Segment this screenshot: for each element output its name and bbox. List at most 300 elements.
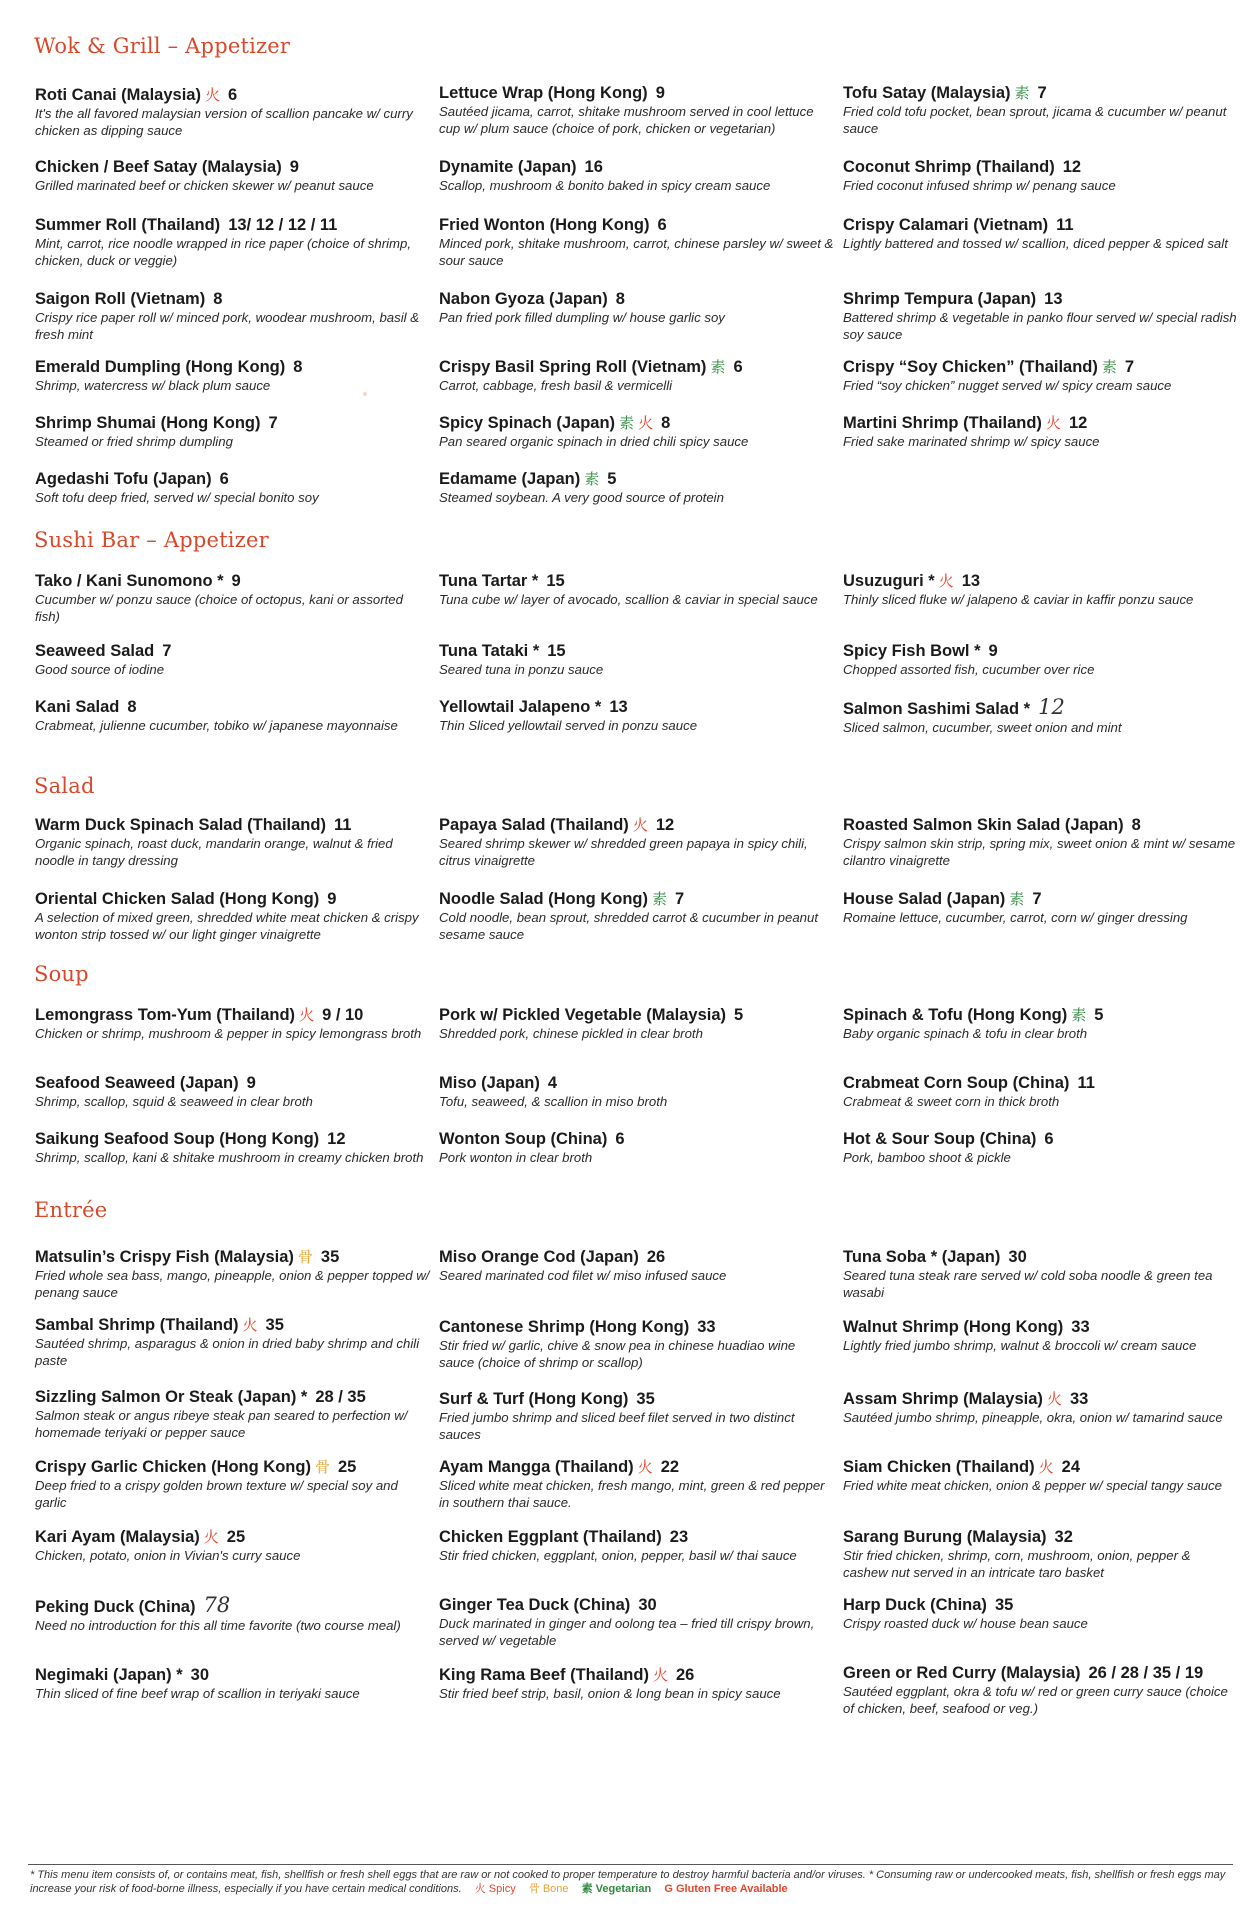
menu-item-description: Pan seared organic spinach in dried chili spicy sauce	[439, 434, 749, 449]
menu-item-price: 6	[1044, 1130, 1054, 1148]
menu-item-price: 8	[213, 290, 223, 308]
menu-item-price: 6	[657, 216, 667, 234]
spicy-icon: 火	[1038, 1459, 1054, 1476]
menu-item-description: Shrimp, scallop, squid & seaweed in clear broth	[35, 1094, 313, 1109]
menu-item-description: Pan fried pork filled dumpling w/ house garlic soy	[439, 310, 725, 325]
menu-item-name: Cantonese Shrimp (Hong Kong)	[439, 1318, 690, 1336]
menu-item-name: Shrimp Shumai (Hong Kong)	[35, 414, 261, 432]
menu-item-price: 25	[226, 1528, 246, 1546]
menu-item	[843, 695, 1238, 737]
menu-item-header	[843, 816, 1238, 835]
menu-item-price: 8	[293, 358, 303, 376]
menu-item	[843, 642, 1238, 679]
menu-item-name: Crispy Garlic Chicken (Hong Kong)	[35, 1458, 311, 1476]
menu-item-description: Shrimp, scallop, kani & shitake mushroom in creamy chicken broth	[35, 1150, 424, 1165]
menu-item-name: Yellowtail Jalapeno *	[439, 698, 602, 716]
menu-item-price: 9	[988, 642, 998, 660]
menu-item-name: Ginger Tea Duck (China)	[439, 1596, 631, 1614]
menu-item-price: 13/ 12 / 12 / 11	[228, 216, 338, 234]
menu-item-name: Ayam Mangga (Thailand)	[439, 1458, 634, 1476]
menu-item-name: Crabmeat Corn Soup (China)	[843, 1074, 1070, 1092]
menu-item-header	[439, 1666, 834, 1685]
menu-item	[439, 1390, 834, 1443]
menu-item	[35, 1388, 430, 1441]
menu-item-description: Scallop, mushroom & bonito baked in spicy cream sauce	[439, 178, 771, 193]
menu-item	[35, 1666, 430, 1703]
menu-item-price: 33	[1071, 1318, 1090, 1336]
menu-item	[439, 1318, 834, 1371]
vegetarian-icon: 素	[1009, 891, 1025, 908]
spicy-icon: 火	[638, 415, 654, 432]
menu-item-name: King Rama Beef (Thailand)	[439, 1666, 649, 1684]
menu-item-description: Need no introduction for this all time favorite (two course meal)	[35, 1618, 401, 1633]
menu-item-price: 24	[1061, 1458, 1080, 1476]
spicy-icon: 火	[204, 87, 220, 104]
menu-item-name: Miso Orange Cod (Japan)	[439, 1248, 639, 1266]
menu-item-header	[35, 698, 430, 717]
menu-item-description: Mint, carrot, rice noodle wrapped in rice paper (choice of shrimp, chicken, duck or veggie)	[35, 236, 412, 268]
menu-item-description: Seared tuna steak rare served w/ cold soba noodle & green tea wasabi	[843, 1268, 1213, 1300]
menu-item-name: Saikung Seafood Soup (Hong Kong)	[35, 1130, 320, 1148]
menu-item-price: 30	[638, 1596, 657, 1614]
menu-item-description: Pork wonton in clear broth	[439, 1150, 593, 1165]
menu-item-description: Sliced salmon, cucumber, sweet onion and mint	[843, 720, 1122, 735]
menu-item	[843, 158, 1238, 195]
menu-item-header	[843, 695, 1238, 719]
bone-icon: 骨	[297, 1249, 313, 1266]
menu-item-description: A selection of mixed green, shredded white meat chicken & crispy wonton strip tossed w/ our light ginger vinaigrette	[35, 910, 419, 942]
menu-item-description: Thinly sliced fluke w/ jalapeno & caviar in kaffir ponzu sauce	[843, 592, 1194, 607]
menu-item-price: 5	[1094, 1006, 1104, 1024]
menu-item-price: 6	[615, 1130, 625, 1148]
menu-item-header	[35, 1388, 430, 1407]
menu-item-header	[843, 1528, 1238, 1547]
menu-item-price: 8	[615, 290, 625, 308]
menu-item-price: 8	[1131, 816, 1141, 834]
menu-item-description: Sautéed eggplant, okra & tofu w/ red or green curry sauce (choice of chicken, beef, seafood or veg.)	[843, 1684, 1228, 1716]
menu-item	[35, 1130, 430, 1167]
menu-item-price: 26 / 28 / 35 / 19	[1088, 1664, 1204, 1682]
menu-item-description: Tofu, seaweed, & scallion in miso broth	[439, 1094, 668, 1109]
menu-item	[843, 1664, 1238, 1717]
menu-item-description: Salmon steak or angus ribeye steak pan seared to perfection w/ homemade teriyaki or pepper sauce	[35, 1408, 408, 1440]
menu-item	[439, 1666, 834, 1703]
menu-item-description: Baby organic spinach & tofu in clear broth	[843, 1026, 1088, 1041]
menu-item-description: Chopped assorted fish, cucumber over rice	[843, 662, 1095, 677]
menu-item	[439, 1130, 834, 1167]
menu-item-description: Good source of iodine	[35, 662, 165, 677]
menu-item	[843, 1458, 1238, 1495]
menu-item	[843, 216, 1238, 253]
menu-item-description: Thin sliced of fine beef wrap of scallion in teriyaki sauce	[35, 1686, 360, 1701]
vegetarian-icon: 素	[1071, 1007, 1087, 1024]
menu-item-header	[439, 84, 834, 103]
section-title-salad: Salad	[34, 774, 95, 798]
menu-item-description: Shrimp, watercress w/ black plum sauce	[35, 378, 271, 393]
menu-item	[843, 1006, 1238, 1043]
menu-item-price: 13	[609, 698, 628, 716]
menu-item	[35, 86, 430, 139]
menu-item-description: Steamed soybean. A very good source of protein	[439, 490, 724, 505]
menu-item	[439, 1006, 834, 1043]
menu-item-price: 12	[1068, 414, 1088, 432]
menu-item-header	[35, 1666, 430, 1685]
bone-icon: 骨	[314, 1459, 330, 1476]
menu-item-description: Seared tuna in ponzu sauce	[439, 662, 604, 677]
menu-item-header	[843, 358, 1238, 377]
menu-item-description: Sautéed jicama, carrot, shitake mushroom served in cool lettuce cup w/ plum sauce (choice of pork, chicken or vegetarian)	[439, 104, 814, 136]
menu-item-price: 9	[655, 84, 665, 102]
menu-item-description: Carrot, cabbage, fresh basil & vermicelli	[439, 378, 673, 393]
menu-item-description: Stir fried chicken, eggplant, onion, pepper, basil w/ thai sauce	[439, 1548, 797, 1563]
menu-item-header	[35, 86, 430, 105]
vegetarian-icon: 素	[1014, 85, 1030, 102]
menu-item	[35, 158, 430, 195]
menu-item-name: Spicy Spinach (Japan)	[439, 414, 616, 432]
menu-item-price: 32	[1054, 1528, 1073, 1546]
menu-item	[35, 816, 430, 869]
menu-item-header	[439, 414, 834, 433]
menu-item-price: 7	[1037, 84, 1047, 102]
menu-item-name: Tofu Satay (Malaysia)	[843, 84, 1011, 102]
menu-item-header	[439, 1596, 834, 1615]
menu-item-price: 7	[675, 890, 685, 908]
menu-item	[439, 216, 834, 269]
spicy-icon: 火	[637, 1459, 653, 1476]
menu-item	[843, 816, 1238, 869]
menu-item-name: Emerald Dumpling (Hong Kong)	[35, 358, 286, 376]
menu-item-header	[439, 816, 834, 835]
menu-item-name: Negimaki (Japan) *	[35, 1666, 183, 1684]
menu-item-price: 33	[697, 1318, 716, 1336]
menu-item	[843, 1596, 1238, 1633]
menu-item-description: Romaine lettuce, cucumber, carrot, corn w/ ginger dressing	[843, 910, 1188, 925]
footnote	[30, 1868, 1240, 1896]
menu-item-price: 15	[546, 572, 565, 590]
menu-item	[35, 1248, 430, 1301]
menu-item-price: 30	[1008, 1248, 1027, 1266]
menu-item-header	[35, 1316, 430, 1335]
menu-item	[35, 414, 430, 451]
menu-item-header	[843, 216, 1238, 235]
menu-item-name: Fried Wonton (Hong Kong)	[439, 216, 650, 234]
spicy-icon: 火	[203, 1529, 219, 1546]
menu-item-description: Soft tofu deep fried, served w/ special bonito soy	[35, 490, 319, 505]
menu-item	[35, 642, 430, 679]
menu-item	[439, 1458, 834, 1511]
menu-item	[35, 1006, 430, 1043]
menu-item-description: Stir fried beef strip, basil, onion & long bean in spicy sauce	[439, 1686, 781, 1701]
menu-item	[843, 1390, 1238, 1427]
menu-item-header	[843, 1318, 1238, 1337]
menu-item-name: Tuna Tataki *	[439, 642, 540, 660]
menu-item	[439, 290, 834, 327]
section-title-sushi-bar: Sushi Bar – Appetizer	[34, 528, 269, 552]
menu-item-header	[35, 1006, 430, 1025]
menu-item-description: Thin Sliced yellowtail served in ponzu sauce	[439, 718, 698, 733]
menu-item-description: Shredded pork, chinese pickled in clear broth	[439, 1026, 703, 1041]
menu-item-price: 11	[1077, 1074, 1095, 1092]
menu-item-header	[35, 358, 430, 377]
menu-item	[439, 470, 834, 507]
menu-item	[439, 84, 834, 137]
menu-item-description: Fried “soy chicken” nugget served w/ spicy cream sauce	[843, 378, 1172, 393]
menu-item-header	[35, 816, 430, 835]
menu-item-price: 30	[190, 1666, 209, 1684]
menu-item-price: 8	[127, 698, 137, 716]
menu-item	[439, 1528, 834, 1565]
menu-item-description: Chicken or shrimp, mushroom & pepper in spicy lemongrass broth	[35, 1026, 422, 1041]
menu-item-price: 35	[320, 1248, 340, 1266]
menu-item-price: 15	[547, 642, 566, 660]
menu-item-price: 12	[327, 1130, 346, 1148]
section-title-entree: Entrée	[34, 1198, 108, 1222]
spicy-icon: 火	[1046, 1391, 1062, 1408]
menu-item	[843, 890, 1238, 927]
menu-item-name: Warm Duck Spinach Salad (Thailand)	[35, 816, 326, 834]
menu-item-price: 6	[227, 86, 238, 104]
menu-item-header	[843, 572, 1238, 591]
menu-item-description: Fried jumbo shrimp and sliced beef filet served in two distinct sauces	[439, 1410, 795, 1442]
menu-item-name: Chicken / Beef Satay (Malaysia)	[35, 158, 282, 176]
menu-item-header	[843, 158, 1238, 177]
vegetarian-icon: 素	[1101, 359, 1117, 376]
menu-item-name: Tako / Kani Sunomono *	[35, 572, 224, 590]
spicy-icon: 火	[299, 1007, 315, 1024]
spicy-icon: 火	[652, 1667, 668, 1684]
menu-item-price: 7	[268, 414, 278, 432]
menu-item-header	[843, 84, 1238, 103]
menu-item-description: Organic spinach, roast duck, mandarin orange, walnut & fried noodle in tangy dressing	[35, 836, 393, 868]
menu-item-price: 16	[584, 158, 603, 176]
menu-item	[35, 698, 430, 735]
vegetarian-icon: 素	[710, 359, 726, 376]
menu-item-header	[35, 1458, 430, 1477]
menu-item-header	[843, 1458, 1238, 1477]
menu-item-price: 26	[646, 1248, 666, 1266]
menu-item-description: Tuna cube w/ layer of avocado, scallion & caviar in special sauce	[439, 592, 818, 607]
menu-item-price: 5	[607, 470, 617, 488]
menu-item-name: Noodle Salad (Hong Kong)	[439, 890, 648, 908]
menu-item-price: 13	[1044, 290, 1063, 308]
menu-item-name: House Salad (Japan)	[843, 890, 1006, 908]
menu-item	[35, 470, 430, 507]
menu-item	[439, 572, 834, 609]
menu-item-name: Seaweed Salad	[35, 642, 155, 660]
menu-item-header	[843, 290, 1238, 309]
menu-item-name: Agedashi Tofu (Japan)	[35, 470, 212, 488]
menu-item-header	[439, 698, 834, 717]
legend-gluten-free: G Gluten Free Available	[664, 1883, 788, 1895]
menu-item-name: Martini Shrimp (Thailand)	[843, 414, 1042, 432]
spicy-icon: 火	[632, 817, 648, 834]
menu-item-header	[439, 1458, 834, 1477]
menu-item-name: Sambal Shrimp (Thailand)	[35, 1316, 239, 1334]
legend	[475, 1883, 788, 1895]
menu-item-name: Miso (Japan)	[439, 1074, 540, 1092]
menu-item	[439, 1248, 834, 1285]
menu-item-name: Surf & Turf (Hong Kong)	[439, 1390, 629, 1408]
menu-item-name: Sarang Burung (Malaysia)	[843, 1528, 1047, 1546]
menu-item-name: Nabon Gyoza (Japan)	[439, 290, 608, 308]
menu-item-header	[843, 1006, 1238, 1025]
menu-item-header	[35, 572, 430, 591]
menu-item-header	[439, 642, 834, 661]
menu-item	[843, 84, 1238, 137]
menu-item-header	[439, 1528, 834, 1547]
menu-item	[35, 290, 430, 343]
menu-item	[439, 1596, 834, 1649]
menu-item-name: Crispy “Soy Chicken” (Thailand)	[843, 358, 1098, 376]
menu-item-price: 6	[219, 470, 229, 488]
menu-item-name: Seafood Seaweed (Japan)	[35, 1074, 239, 1092]
menu-item-description: Fried whole sea bass, mango, pineapple, onion & pepper topped w/ penang sauce	[35, 1268, 430, 1300]
menu-item-header	[35, 1074, 430, 1093]
menu-item-name: Roti Canai (Malaysia)	[35, 86, 201, 104]
menu-item-description: Sliced white meat chicken, fresh mango, mint, green & red pepper in southern thai sauce.	[439, 1478, 825, 1510]
menu-item-name: Crispy Calamari (Vietnam)	[843, 216, 1049, 234]
menu-item	[439, 698, 834, 735]
menu-item-name: Kani Salad	[35, 698, 120, 716]
menu-item-name: Salmon Sashimi Salad *	[843, 700, 1031, 718]
menu-item-name: Edamame (Japan)	[439, 470, 581, 488]
menu-item-name: Matsulin’s Crispy Fish (Malaysia)	[35, 1248, 294, 1266]
menu-item-description: It's the all favored malaysian version of scallion pancake w/ curry chicken as dipping sauce	[35, 106, 413, 138]
menu-item-name: Spinach & Tofu (Hong Kong)	[843, 1006, 1068, 1024]
menu-item-header	[35, 1248, 430, 1267]
menu-item-name: Hot & Sour Soup (China)	[843, 1130, 1037, 1148]
menu-item-price: 13	[961, 572, 981, 590]
menu-item-description: Stir fried w/ garlic, chive & snow pea in chinese huadiao wine sauce (choice of shrimp or scallop)	[439, 1338, 796, 1370]
menu-item-header	[35, 290, 430, 309]
menu-item-header	[35, 414, 430, 433]
menu-item	[843, 572, 1238, 609]
menu-item-header	[843, 414, 1238, 433]
menu-item-header	[843, 1390, 1238, 1409]
menu-item	[439, 358, 834, 395]
menu-item	[843, 290, 1238, 343]
menu-item-name: Green or Red Curry (Malaysia)	[843, 1664, 1081, 1682]
spicy-icon: 火	[242, 1317, 258, 1334]
menu-item-price: 9	[246, 1074, 256, 1092]
menu-item	[843, 414, 1238, 451]
menu-item-price: 7	[162, 642, 172, 660]
menu-item-header	[439, 290, 834, 309]
raw-food-disclaimer: * This menu item consists of, or contains meat, fish, shellfish or fresh shell eggs that are raw or not cooked to proper temperature to destroy harmful bacteria and/or viruses. * Consuming raw or undercooked meats, fish, shellfish or fresh eggs may increase your risk of food-borne illness, especially if you have certain medical conditions.	[30, 1869, 1226, 1895]
menu-item-description: Seared marinated cod filet w/ miso infused sauce	[439, 1268, 727, 1283]
menu-item-header	[35, 1528, 430, 1547]
menu-item-price: 11	[333, 816, 352, 834]
menu-item-name: Summer Roll (Thailand)	[35, 216, 221, 234]
menu-item-header	[843, 1664, 1238, 1683]
menu-item-price: 9	[327, 890, 337, 908]
menu-item-description: Cold noodle, bean sprout, shredded carrot & cucumber in peanut sesame sauce	[439, 910, 819, 942]
menu-item-price: 12	[1062, 158, 1082, 176]
menu-item-price: 9	[289, 158, 299, 176]
legend-vegetarian: 素 Vegetarian	[581, 1883, 652, 1895]
menu-item-name: Usuzuguri *	[843, 572, 935, 590]
menu-item	[843, 1318, 1238, 1355]
menu-item-description: Fried sake marinated shrimp w/ spicy sauce	[843, 434, 1100, 449]
section-title-wok-grill: Wok & Grill – Appetizer	[34, 34, 291, 58]
menu-item-description: Fried coconut infused shrimp w/ penang sauce	[843, 178, 1116, 193]
menu-item-price: 35	[265, 1316, 284, 1334]
menu-item-price: 35	[636, 1390, 655, 1408]
menu-item-name: Assam Shrimp (Malaysia)	[843, 1390, 1043, 1408]
menu-item-header	[843, 1248, 1238, 1267]
menu-item-name: Roasted Salmon Skin Salad (Japan)	[843, 816, 1124, 834]
menu-item	[35, 572, 430, 625]
menu-item-price: 4	[547, 1074, 558, 1092]
menu-item-name: Harp Duck (China)	[843, 1596, 987, 1614]
menu-item-name: Coconut Shrimp (Thailand)	[843, 158, 1055, 176]
menu-item-price: 11	[1056, 216, 1074, 234]
menu-item-price: 28 / 35	[315, 1388, 366, 1406]
menu-item-header	[35, 1130, 430, 1149]
menu-item-name: Lettuce Wrap (Hong Kong)	[439, 84, 648, 102]
menu-item	[843, 1130, 1238, 1167]
menu-item-price: 35	[994, 1596, 1014, 1614]
menu-item-header	[439, 572, 834, 591]
menu-item-price: 9	[231, 572, 241, 590]
menu-item-description: Crabmeat & sweet corn in thick broth	[843, 1094, 1060, 1109]
menu-item-description: Deep fried to a crispy golden brown texture w/ special soy and garlic	[35, 1478, 398, 1510]
menu-item	[35, 890, 430, 943]
menu-item	[843, 1528, 1238, 1581]
menu-item-description: Minced pork, shitake mushroom, carrot, chinese parsley w/ sweet & sour sauce	[439, 236, 834, 268]
menu-item-description: Steamed or fried shrimp dumpling	[35, 434, 233, 449]
menu-item-header	[439, 890, 834, 909]
section-title-soup: Soup	[34, 962, 89, 986]
menu-item-description: Grilled marinated beef or chicken skewer w/ peanut sauce	[35, 178, 374, 193]
menu-item	[439, 642, 834, 679]
menu-item-header	[439, 1318, 834, 1337]
menu-item	[35, 1074, 430, 1111]
menu-item	[439, 1074, 834, 1111]
menu-item-description: Fried white meat chicken, onion & pepper w/ special tangy sauce	[843, 1478, 1222, 1493]
menu-item-price: 9 / 10	[322, 1006, 364, 1024]
menu-item-header	[439, 1248, 834, 1267]
handwritten-price: 12	[1038, 695, 1065, 719]
menu-item-name: Tuna Tartar *	[439, 572, 539, 590]
menu-item-header	[35, 158, 430, 177]
menu-item-header	[843, 890, 1238, 909]
menu-item-header	[35, 890, 430, 909]
menu-item-name: Shrimp Tempura (Japan)	[843, 290, 1037, 308]
menu-item-price: 12	[655, 816, 675, 834]
paper-speck	[363, 392, 367, 396]
vegetarian-icon: 素	[651, 891, 667, 908]
menu-item-description: Sautéed jumbo shrimp, pineapple, okra, onion w/ tamarind sauce	[843, 1410, 1223, 1425]
menu-item-header	[439, 470, 834, 489]
menu-item-name: Crispy Basil Spring Roll (Vietnam)	[439, 358, 707, 376]
menu-item-header	[35, 470, 430, 489]
menu-item-header	[439, 1074, 834, 1093]
menu-item	[439, 414, 834, 451]
menu-item	[35, 1528, 430, 1565]
menu-item-header	[439, 1390, 834, 1409]
menu-item-description: Pork, bamboo shoot & pickle	[843, 1150, 1011, 1165]
legend-bone: 骨 Bone	[528, 1883, 569, 1895]
menu-item	[843, 1074, 1238, 1111]
menu-item-name: Papaya Salad (Thailand)	[439, 816, 629, 834]
vegetarian-icon: 素	[619, 415, 635, 432]
menu-item-header	[35, 642, 430, 661]
menu-item	[439, 816, 834, 869]
handwritten-price: 78	[203, 1593, 231, 1617]
spicy-icon: 火	[1045, 415, 1061, 432]
menu-item-header	[843, 1596, 1238, 1615]
